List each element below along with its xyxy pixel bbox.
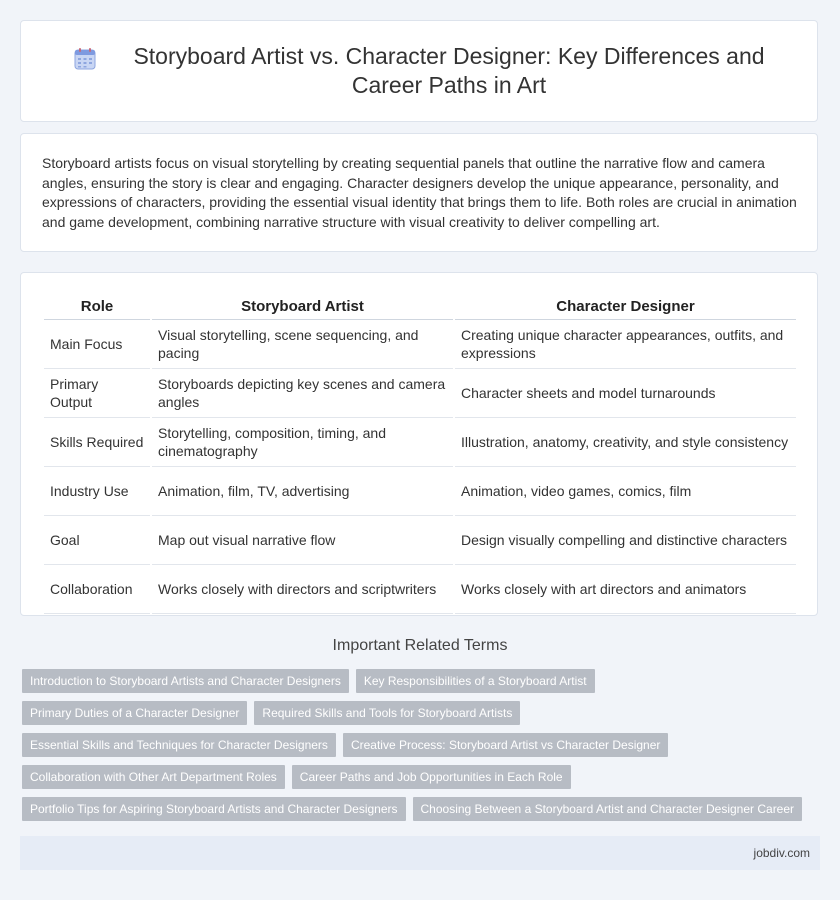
title-card: [20, 20, 818, 122]
row-label: Main Focus: [44, 320, 150, 369]
cell-character: Animation, video games, comics, film: [455, 467, 796, 516]
cell-character: Creating unique character appearances, outfits, and expressions: [455, 320, 796, 369]
related-term-tag[interactable]: Essential Skills and Techniques for Character Designers: [22, 733, 336, 757]
table-row: [44, 516, 796, 565]
cell-storyboard: Works closely with directors and scriptwriters: [152, 565, 453, 614]
cell-storyboard: Storytelling, composition, timing, and cinematography: [152, 418, 453, 467]
header-role: Role: [44, 293, 150, 320]
footer-site-link[interactable]: jobdiv.com: [753, 846, 810, 860]
table-row: [44, 418, 796, 467]
related-term-tag[interactable]: Primary Duties of a Character Designer: [22, 701, 247, 725]
intro-paragraph: Storyboard artists focus on visual storytelling by creating sequential panels that outline the narrative flow and camera angles, ensuring the story is clear and engaging. Character designers develop the unique appearance, personality, and expressions of characters, providing the essential visual identity that brings them to life. Both roles are crucial in animation and game development, combining narrative structure with visual creativity to deliver compelling art.: [42, 155, 797, 230]
page-title: Storyboard Artist vs. Character Designer: Key Differences and Career Paths in Art: [133, 43, 765, 98]
table-row: [44, 369, 796, 418]
table-header-row: [44, 293, 796, 320]
row-label: Collaboration: [44, 565, 150, 614]
table-row: [44, 565, 796, 614]
comparison-table: [42, 293, 798, 614]
tag-row: [22, 733, 822, 757]
related-term-tag[interactable]: Required Skills and Tools for Storyboard Artists: [254, 701, 520, 725]
related-terms-title: Important Related Terms: [332, 637, 508, 654]
related-term-tag[interactable]: Collaboration with Other Art Department Roles: [22, 765, 285, 789]
footer: [20, 836, 820, 870]
tag-row: [22, 797, 822, 821]
cell-storyboard: Animation, film, TV, advertising: [152, 467, 453, 516]
related-term-tag[interactable]: Introduction to Storyboard Artists and Character Designers: [22, 669, 349, 693]
cell-character: Works closely with art directors and animators: [455, 565, 796, 614]
cell-storyboard: Map out visual narrative flow: [152, 516, 453, 565]
row-label: Goal: [44, 516, 150, 565]
row-label: Skills Required: [44, 418, 150, 467]
tag-row: [22, 669, 822, 693]
related-term-tag[interactable]: Key Responsibilities of a Storyboard Artist: [356, 669, 595, 693]
cell-character: Character sheets and model turnarounds: [455, 369, 796, 418]
cell-character: Design visually compelling and distinctive characters: [455, 516, 796, 565]
tag-row: [22, 765, 822, 789]
table-row: [44, 467, 796, 516]
header-storyboard-artist: Storyboard Artist: [152, 293, 453, 320]
row-label: Industry Use: [44, 467, 150, 516]
related-term-tag[interactable]: Creative Process: Storyboard Artist vs Character Designer: [343, 733, 668, 757]
header-character-designer: Character Designer: [455, 293, 796, 320]
table-row: [44, 320, 796, 369]
related-terms-list: [22, 669, 822, 829]
related-term-tag[interactable]: Choosing Between a Storyboard Artist and Character Designer Career: [413, 797, 803, 821]
cell-storyboard: Storyboards depicting key scenes and camera angles: [152, 369, 453, 418]
related-term-tag[interactable]: Career Paths and Job Opportunities in Each Role: [292, 765, 571, 789]
row-label: Primary Output: [44, 369, 150, 418]
cell-storyboard: Visual storytelling, scene sequencing, and pacing: [152, 320, 453, 369]
tag-row: [22, 701, 822, 725]
intro-card: [20, 133, 818, 252]
related-term-tag[interactable]: Portfolio Tips for Aspiring Storyboard Artists and Character Designers: [22, 797, 406, 821]
cell-character: Illustration, anatomy, creativity, and style consistency: [455, 418, 796, 467]
comparison-card: [20, 272, 818, 616]
